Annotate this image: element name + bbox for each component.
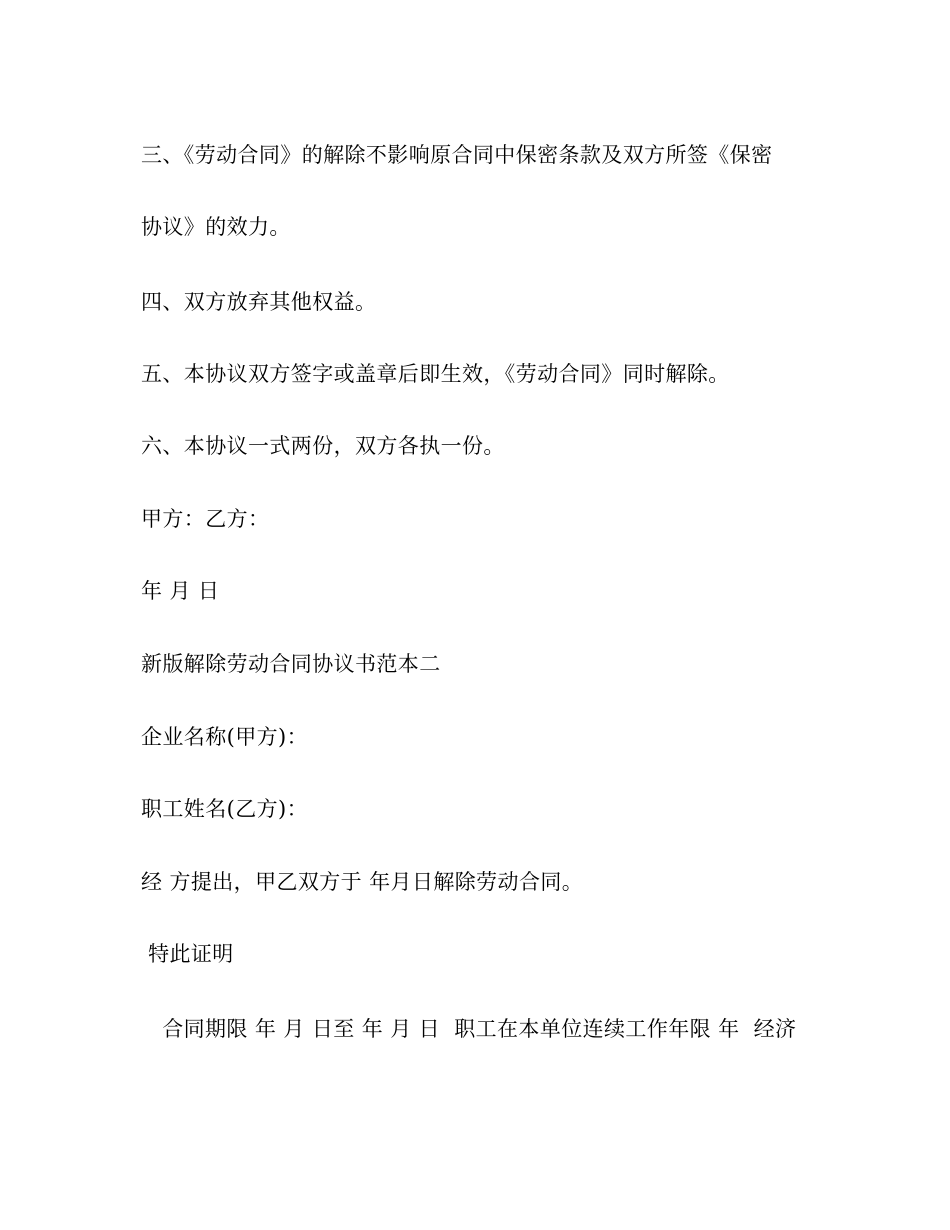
clause-five: 五、本协议双方签字或盖章后即生效，《劳动合同》同时解除。 [141,362,730,386]
contract-term-line: 合同期限 年 月 日至 年 月 日 职工在本单位连续工作年限 年 经济 [141,1017,797,1041]
clause-three-line-2: 协议》的效力。 [141,215,291,239]
clause-three-line-1: 三、《劳动合同》的解除不影响原合同中保密条款及双方所签《保密 [141,143,773,167]
company-name-field: 企业名称(甲方)： [141,725,308,749]
signature-parties: 甲方：乙方： [141,507,270,531]
certification-line: 特此证明 [141,942,234,966]
sample-two-title: 新版解除劳动合同协议书范本二 [141,652,441,676]
signature-date: 年 月 日 [141,579,220,603]
termination-statement: 经 方提出，甲乙双方于 年月日解除劳动合同。 [141,870,584,894]
employee-name-field: 职工姓名(乙方)： [141,797,308,821]
clause-four: 四、双方放弃其他权益。 [141,290,377,314]
clause-six: 六、本协议一式两份，双方各执一份。 [141,434,505,458]
